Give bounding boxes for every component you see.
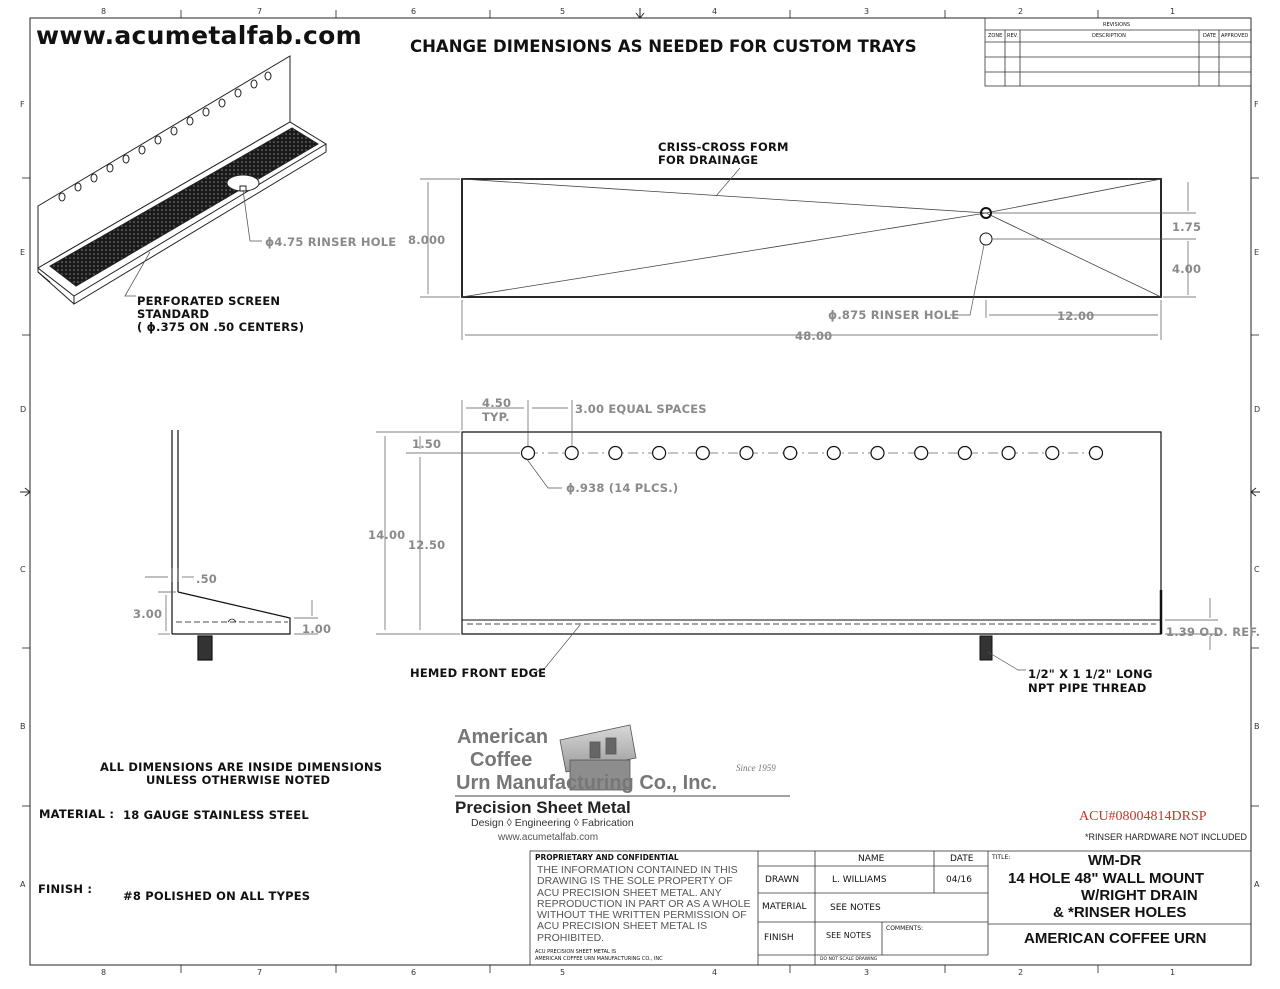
zone-label: F [1254,100,1259,109]
front-hole [653,447,666,460]
prop-text [537,865,751,944]
finish-value: #8 POLISHED ON ALL TYPES [123,889,311,903]
iso-view [38,56,326,304]
zone-label: 3 [864,7,870,16]
prop-foot-2: AMERICAN COFFEE URN MANUFACTURING CO., INC [535,956,663,962]
title-line-3: W/RIGHT DRAIN [1081,887,1198,904]
date-header: DATE [950,854,974,864]
iso-rinser-note: ϕ4.75 RINSER HOLE [265,235,397,249]
finish-tb-value: SEE NOTES [826,931,872,940]
top-view [462,179,1161,297]
zone-label: 6 [411,7,417,16]
zone-label: B [20,722,26,731]
revisions-table [985,18,1251,86]
front-hole [1046,447,1059,460]
front-hole [522,447,535,460]
zone-label: 4 [712,968,718,977]
dim-1200: 12.00 [1057,309,1095,323]
front-hole [915,447,928,460]
dim-150: 1.50 [412,437,442,451]
front-hole [1090,447,1103,460]
dim-050: .50 [196,572,217,586]
material-tb-label: MATERIAL [762,902,807,912]
zone-label: E [1254,248,1260,257]
prop-line: PROHIBITED. [537,931,605,944]
drawn-label: DRAWN [765,875,800,885]
zone-label: 2 [1018,7,1024,16]
rinser-hardware-note: *RINSER HARDWARE NOT INCLUDED [1085,832,1248,842]
front-hole [1002,447,1015,460]
dim-175: 1.75 [1172,220,1202,234]
front-hole [696,447,709,460]
screen-note-1: PERFORATED SCREEN [137,294,281,308]
zone-label: 2 [1018,968,1024,977]
page-headline: CHANGE DIMENSIONS AS NEEDED FOR CUSTOM TRAYS [410,37,917,56]
front-hole [784,447,797,460]
part-number: ACU#08004814DRSP [1079,809,1207,824]
front-view-dims [376,400,1218,672]
zone-label: D [20,405,27,414]
logo-psm: Precision Sheet Metal [455,798,631,817]
dim-typ: TYP. [482,410,510,424]
rev-col-date: DATE [1203,33,1217,39]
dim-1400: 14.00 [368,528,406,542]
prop-foot-1: ACU PRECISION SHEET METAL IS [535,949,617,955]
zone-label: 8 [101,968,107,977]
front-hole [609,447,622,460]
prop-line: WITHOUT THE WRITTEN PERMISSION OF [537,909,747,922]
logo-line-2: Coffee [470,749,533,771]
drawn-date: 04/16 [946,875,972,885]
pipe-note-1: 1/2" X 1 1/2" LONG [1028,667,1153,681]
front-hole [827,447,840,460]
center-mark-left [20,488,30,496]
dim-450: 4.50 [482,396,512,410]
rinser-leader-iso [243,190,262,241]
prop-line: DRAWING IS THE SOLE PROPERTY OF [537,875,733,888]
prop-line: THE INFORMATION CONTAINED IN THIS [537,864,738,876]
title-line-2: 14 HOLE 48" WALL MOUNT [1008,870,1205,887]
logo-line-1: American [457,726,549,748]
zone-label: C [20,565,26,574]
material-label: MATERIAL : [39,807,115,821]
revisions-title: REVISIONS [1103,22,1131,28]
equal-spaces-note: 3.00 EQUAL SPACES [575,402,707,416]
top-rinser-note: ϕ.875 RINSER HOLE [828,308,960,322]
zone-label: 7 [257,7,263,16]
center-mark-right [1251,488,1260,496]
hole-note: ϕ.938 (14 PLCS.) [566,481,679,495]
rev-col-description: DESCRIPTION [1092,33,1126,39]
dim-1250: 12.50 [408,538,446,552]
prop-line: ACU PRECISION SHEET METAL. ANY [537,886,722,899]
dim-8000: 8.000 [408,233,446,247]
criss-cross-note-1: CRISS-CROSS FORM [658,140,789,154]
logo-since: Since 1959 [736,763,776,773]
logo-line-3: Urn Manufacturing Co., Inc. [456,772,718,794]
finish-label: FINISH : [38,882,93,896]
pipe-note-2: NPT PIPE THREAD [1028,681,1147,695]
logo-services: Design ◊ Engineering ◊ Fabrication [471,817,634,829]
zone-label: 6 [411,968,417,977]
hemmed-edge-note: HEMED FRONT EDGE [410,666,547,680]
front-hole [740,447,753,460]
od-ref-note: 1.39 O.D. REF. [1166,625,1261,639]
center-mark-top [636,8,644,18]
screen-note-3: ( ϕ.375 ON .50 CENTERS) [137,320,305,334]
zone-label: 4 [712,7,718,16]
logo-url: www.acumetalfab.com [498,832,599,843]
rev-col-approved: APPROVED [1221,33,1249,39]
no-scale-note: DO NOT SCALE DRAWING [820,957,878,962]
zone-label: 5 [560,968,566,977]
zone-label: B [1254,722,1260,731]
rev-col-rev: REV. [1007,33,1018,39]
dim-4800: 48.00 [795,329,833,343]
inside-dims-note-1: ALL DIMENSIONS ARE INSIDE DIMENSIONS [100,760,383,774]
dim-400: 4.00 [1172,262,1202,276]
prop-line: REPRODUCTION IN PART OR AS A WHOLE [537,897,751,910]
drawn-name: L. WILLIAMS [832,875,887,885]
title-line-4: & *RINSER HOLES [1053,904,1187,921]
side-view-dims [145,568,318,634]
front-hole [958,447,971,460]
title-label: TITLE: [992,854,1011,861]
front-hole [871,447,884,460]
front-view [462,432,1161,660]
prop-line: ACU PRECISION SHEET METAL IS [537,920,708,933]
zone-label: 3 [864,968,870,977]
zone-label: A [1254,880,1260,889]
material-tb-value: SEE NOTES [830,903,881,913]
zone-label: 8 [101,7,107,16]
material-value: 18 GAUGE STAINLESS STEEL [123,808,309,822]
dim-100: 1.00 [302,622,332,636]
dim-300: 3.00 [133,607,163,621]
screen-note-2: STANDARD [137,307,210,321]
rev-col-zone: ZONE [988,33,1003,39]
finish-tb-label: FINISH [764,933,794,943]
title-line-1: WM-DR [1088,852,1142,869]
zone-label: F [20,100,25,109]
zone-label: C [1254,565,1260,574]
name-header: NAME [858,854,885,864]
prop-title: PROPRIETARY AND CONFIDENTIAL [535,853,679,862]
zone-label: 1 [1170,968,1176,977]
zone-label: D [1254,405,1261,414]
zone-label: E [20,248,26,257]
criss-cross-note-2: FOR DRAINAGE [658,153,759,167]
side-view [172,430,290,660]
zone-label: A [20,880,26,889]
front-hole [565,447,578,460]
zone-label: 1 [1170,7,1176,16]
company-name: AMERICAN COFFEE URN [1024,930,1207,947]
comments-label: COMMENTS: [886,925,924,932]
zone-label: 7 [257,968,263,977]
zone-label: 5 [560,7,566,16]
inside-dims-note-2: UNLESS OTHERWISE NOTED [146,773,331,787]
website-link[interactable]: www.acumetalfab.com [36,21,362,50]
